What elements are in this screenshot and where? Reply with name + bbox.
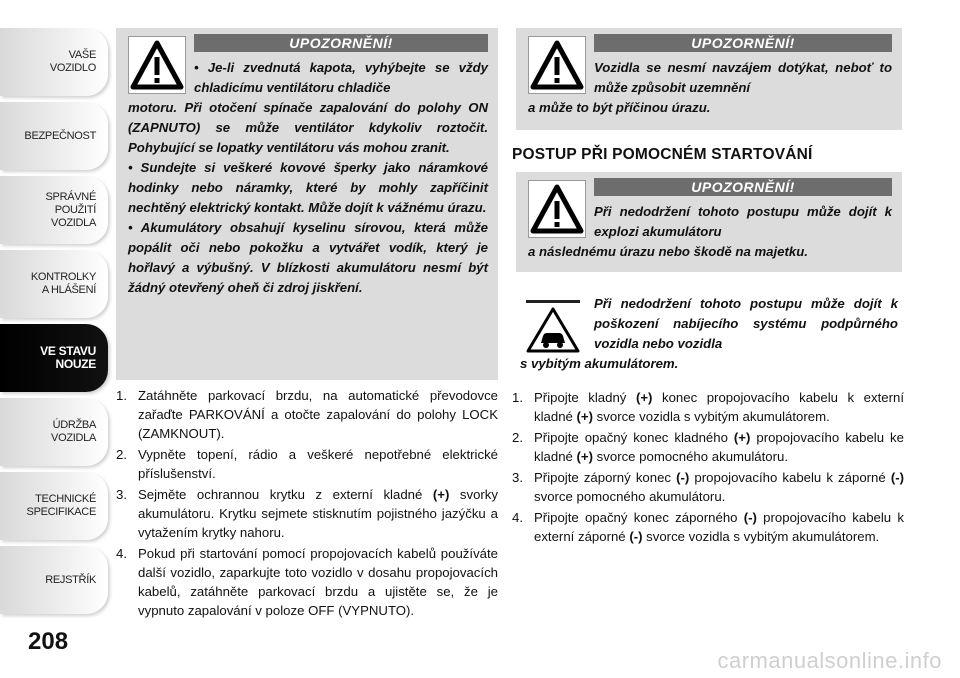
warning-text: • Je-li zvednutá kapota, vyhýbejte se vždy chladicímu ventilátoru chladiče — [194, 60, 488, 95]
warning-box-fan — [116, 28, 498, 380]
tab-label: KONTROLKY A HLÁŠENÍ — [30, 271, 96, 296]
warning-title: UPOZORNĚNÍ! — [594, 34, 892, 52]
warning-text: a může to být příčinou úrazu. — [528, 100, 711, 115]
warning-triangle-icon — [528, 180, 586, 238]
warning-text: motoru. Při otočení spínače zapalování do polohy ON (ZAPNUTO) se může ventilátor kdykoliv roztočit. Pohybující se lopatky ventilátoru vás mohou zranit. — [128, 100, 488, 155]
tab-label: ÚDRŽBA VOZIDLA — [51, 419, 96, 444]
tab-udrzba[interactable] — [0, 398, 108, 466]
list-item: 4. Připojte opačný konec záporného (-) propojovacího kabelu k externí záporné (-) svorce vozidla s vybitým akumulátorem. — [512, 510, 904, 544]
warning-text: Při nedodržení tohoto postupu může dojít k explozi akumulátoru — [594, 204, 892, 239]
tab-kontrolky[interactable] — [0, 250, 108, 318]
watermark: carmanualsonline.info — [717, 648, 942, 673]
tab-spravne-pouziti[interactable] — [0, 176, 108, 244]
tab-bezpecnost[interactable] — [0, 102, 108, 170]
list-item: 2. Připojte opačný konec kladného (+) propojovacího kabelu ke kladné (+) svorce pomocného akumulátoru. — [512, 430, 904, 464]
tab-rejstrik[interactable] — [0, 546, 108, 614]
right-steps-list — [512, 388, 904, 548]
tab-ve-stavu-nouze[interactable] — [0, 324, 108, 392]
page-number: 208 — [28, 628, 69, 655]
caution-text: Při nedodržení tohoto postupu může dojít k poškození nabíjecího systému podpůrného vozidla nebo vozidla — [594, 296, 898, 351]
caution-note — [520, 294, 898, 374]
tab-label: SPRÁVNÉ POUŽITÍ VOZIDLA — [45, 190, 96, 229]
warning-text: • Sundejte si veškeré kovové šperky jako náramkové hodinky nebo náramky, které by mohly zapříčinit nechtěný elektrický kontakt. Může dojít k vážnému úrazu. — [128, 160, 488, 215]
car-caution-icon — [526, 300, 580, 354]
list-item: 4. Pokud při startování pomocí propojovacích kabelů používáte další vozidlo, zaparkujte toto vozidlo v dosahu propojovacích kabelů, zatáhněte parkovací brzdu a ujistěte se, že je vypnuto zapalování v poloze OFF (VYPNUTO). — [116, 546, 498, 618]
tab-label: BEZPEČNOST — [24, 129, 96, 142]
section-title: POSTUP PŘI POMOCNÉM STARTOVÁNÍ — [512, 146, 813, 163]
list-item: 2. Vypněte topení, rádio a veškeré nepotřebné elektrické příslušenství. — [116, 447, 498, 481]
warning-text: a následnému úrazu nebo škodě na majetku. — [528, 244, 808, 259]
tab-technicke-specifikace[interactable] — [0, 472, 108, 540]
warning-title: UPOZORNĚNÍ! — [594, 178, 892, 196]
warning-box-explosion — [516, 172, 902, 272]
list-item: 1. Připojte kladný (+) konec propojovacího kabelu k externí kladné (+) svorce vozidla s vybitým akumulátorem. — [512, 390, 904, 424]
list-item: 3. Sejměte ochrannou krytku z externí kladné (+) svorky akumulátoru. Krytku sejmete stisknutím pojistného jazýčku a vytažením krytky nahoru. — [116, 487, 498, 540]
warning-triangle-icon — [128, 36, 186, 94]
tab-label: VAŠE VOZIDLO — [49, 49, 96, 74]
warning-triangle-icon — [528, 36, 586, 94]
tab-vase-vozidlo[interactable] — [0, 28, 108, 96]
tab-label: VE STAVU NOUZE — [40, 344, 96, 371]
warning-text: Vozidla se nesmí navzájem dotýkat, neboť to může způsobit uzemnění — [594, 60, 892, 95]
warning-title: UPOZORNĚNÍ! — [194, 34, 488, 52]
list-item: 1. Zatáhněte parkovací brzdu, na automatické převodovce zařaďte PARKOVÁNÍ a otočte zapalování do polohy LOCK (ZAMKNOUT). — [116, 388, 498, 441]
list-item: 3. Připojte záporný konec (-) propojovacího kabelu k záporné (-) svorce pomocného akumulátoru. — [512, 470, 905, 504]
left-steps-list — [116, 386, 498, 622]
chapter-tabs — [0, 28, 108, 620]
caution-text: s vybitým akumulátorem. — [520, 356, 679, 371]
warning-box-contact — [516, 28, 902, 130]
tab-label: TECHNICKÉ SPECIFIKACE — [26, 493, 96, 518]
tab-label: REJSTŘÍK — [45, 573, 96, 586]
warning-text: • Akumulátory obsahují kyselinu sírovou, která může popálit oči nebo pokožku a vytvářet vodík, který je hořlavý a výbušný. V blízkosti akumulátoru nesmí být žádný otevřený oheň či zdroj jiskření. — [128, 220, 488, 295]
